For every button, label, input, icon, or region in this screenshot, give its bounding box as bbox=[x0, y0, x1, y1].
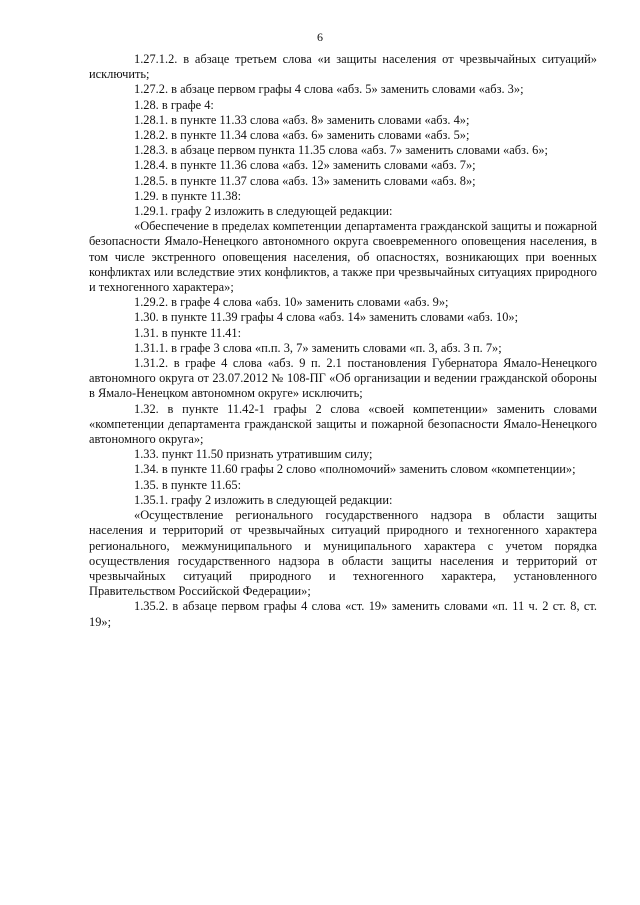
paragraph-1-35-1: 1.35.1. графу 2 изложить в следующей редакции: bbox=[134, 492, 393, 507]
paragraph-1-29-2: 1.29.2. в графе 4 слова «абз. 10» заменить словами «абз. 9»; bbox=[134, 295, 449, 310]
paragraph-1-29: 1.29. в пункте 11.38: bbox=[134, 188, 242, 203]
document-body bbox=[89, 52, 597, 630]
paragraph-1-34: 1.34. в пункте 11.60 графы 2 слово «полномочий» заменить словом «компетенции»; bbox=[134, 462, 576, 477]
paragraph-1-28-1: 1.28.1. в пункте 11.33 слова «абз. 8» заменить словами «абз. 4»; bbox=[134, 112, 470, 127]
paragraph-1-31: 1.31. в пункте 11.41: bbox=[134, 325, 242, 340]
page-number: 6 bbox=[317, 30, 323, 44]
paragraph-1-35: 1.35. в пункте 11.65: bbox=[134, 477, 242, 492]
paragraph-1-35-2: 1.35.2. в абзаце первом графы 4 слова «ст. 19» заменить словами «п. 11 ч. 2 ст. 8, ст. 19»; bbox=[89, 599, 597, 629]
paragraph-1-28-5: 1.28.5. в пункте 11.37 слова «абз. 13» заменить словами «абз. 8»; bbox=[134, 173, 476, 188]
paragraph-1-28-2: 1.28.2. в пункте 11.34 слова «абз. 6» заменить словами «абз. 5»; bbox=[134, 128, 470, 143]
paragraph-1-28-3: 1.28.3. в абзаце первом пункта 11.35 слова «абз. 7» заменить словами «абз. 6»; bbox=[134, 143, 548, 158]
quoted-text-notification: «Обеспечение в пределах компетенции департамента гражданской защиты и пожарной безопасности Ямало-Ненецкого автономного округа своевременного оповещения населения, в том числе экстренного оповещения населения, об опасностях, возникающих при военных конфликтах или вследствие этих конфликтов, а также при чрезвычайных ситуациях природного и техногенного характера»; bbox=[89, 219, 597, 295]
quoted-text-supervision: «Осуществление регионального государственного надзора в области защиты населения и территорий от чрезвычайных ситуаций природного и техногенного характера регионального, межмуниципального и муниципального характера с учетом порядка осуществления государственного надзора в области защиты населения и территорий от чрезвычайных ситуаций природного и техногенного характера, установленного Правительством Российской Федерации»; bbox=[89, 508, 597, 599]
paragraph-1-33: 1.33. пункт 11.50 признать утратившим силу; bbox=[134, 447, 373, 462]
paragraph-1-30: 1.30. в пункте 11.39 графы 4 слова «абз. 14» заменить словами «абз. 10»; bbox=[134, 310, 519, 325]
paragraph-1-28-4: 1.28.4. в пункте 11.36 слова «абз. 12» заменить словами «абз. 7»; bbox=[134, 158, 476, 173]
paragraph-1-28: 1.28. в графе 4: bbox=[134, 97, 214, 112]
paragraph-1-31-2: 1.31.2. в графе 4 слова «абз. 9 п. 2.1 постановления Губернатора Ямало-Ненецкого автономного округа от 23.07.2012 № 108-ПГ «Об организации и ведении гражданской обороны в Ямало-Ненецком автономном округе» исключить; bbox=[89, 356, 597, 401]
paragraph-1-29-1: 1.29.1. графу 2 изложить в следующей редакции: bbox=[134, 204, 393, 219]
paragraph-1-27-1-2: 1.27.1.2. в абзаце третьем слова «и защиты населения от чрезвычайных ситуаций» исключить; bbox=[89, 52, 597, 82]
paragraph-1-27-2: 1.27.2. в абзаце первом графы 4 слова «абз. 5» заменить словами «абз. 3»; bbox=[134, 82, 524, 97]
paragraph-1-32: 1.32. в пункте 11.42-1 графы 2 слова «своей компетенции» заменить словами «компетенции департамента гражданской защиты и пожарной безопасности Ямало-Ненецкого автономного округа»; bbox=[89, 401, 597, 447]
paragraph-1-31-1: 1.31.1. в графе 3 слова «п.п. 3, 7» заменить словами «п. 3, абз. 3 п. 7»; bbox=[134, 340, 502, 355]
